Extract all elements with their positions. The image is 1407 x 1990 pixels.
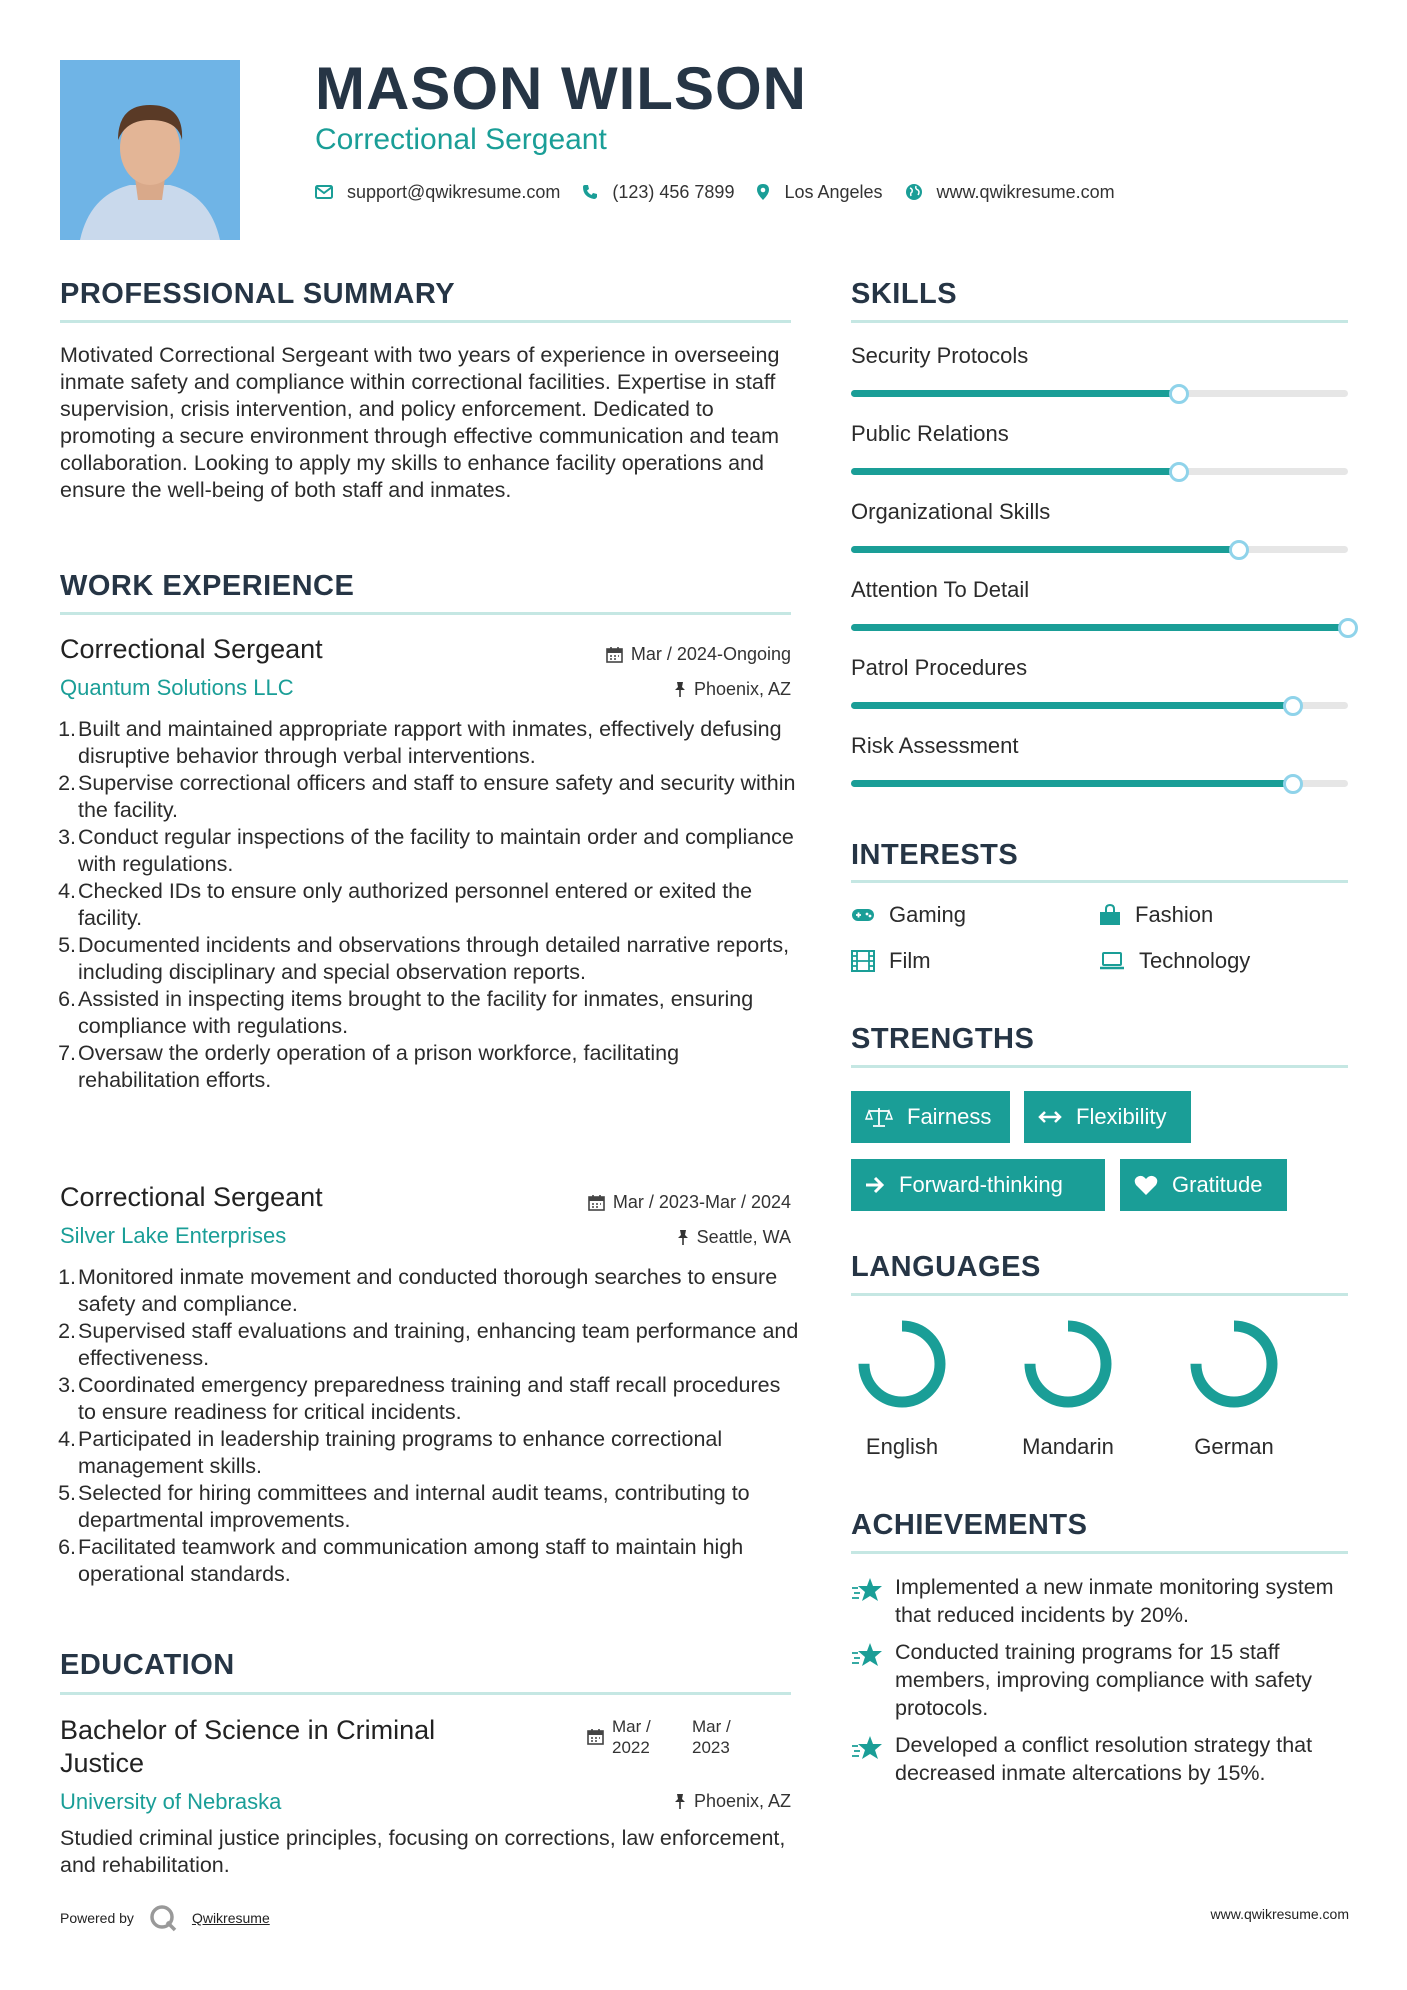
footer-powered-by: Powered by Qwikresume xyxy=(60,1903,270,1933)
contact-email[interactable] xyxy=(315,182,560,203)
strength-chip-flexibility: Flexibility xyxy=(1024,1091,1191,1143)
email-text: support@qwikresume.com xyxy=(347,181,561,202)
skill-bar-knob xyxy=(1338,618,1358,638)
skill-bar-fill xyxy=(851,624,1348,631)
pushpin-icon xyxy=(674,1793,686,1810)
job-company: Quantum Solutions LLC xyxy=(60,675,294,700)
education-rule xyxy=(60,1692,791,1695)
interests-rule xyxy=(851,880,1348,883)
arrows-horizontal-icon xyxy=(1038,1110,1062,1124)
language-name: Mandarin xyxy=(1022,1434,1114,1459)
contact-bar xyxy=(315,178,1137,206)
skill-bar-knob xyxy=(1283,696,1303,716)
skill-bar-fill xyxy=(851,546,1239,553)
heart-icon xyxy=(1134,1174,1158,1196)
interest-fashion: Fashion xyxy=(1099,902,1213,928)
phone-icon xyxy=(582,184,598,200)
contact-website[interactable] xyxy=(905,182,1115,203)
film-icon xyxy=(851,950,875,972)
interest-gaming: Gaming xyxy=(851,902,966,928)
skill-bar-knob xyxy=(1169,384,1189,404)
contact-location xyxy=(756,182,882,203)
education-description: Studied criminal justice principles, focusing on corrections, law enforcement, and rehabilitation. xyxy=(60,1826,786,1877)
skill-name: Risk Assessment xyxy=(851,733,1019,758)
list-item: 3. Coordinated emergency preparedness training and staff recall procedures to ensure readiness for critical incidents. xyxy=(58,1373,781,1424)
gamepad-icon xyxy=(851,907,875,923)
degree-title: Bachelor of Science in Criminal Justice xyxy=(60,1715,436,1778)
summary-title: PROFESSIONAL SUMMARY xyxy=(60,278,456,310)
list-item: 1. Monitored inmate movement and conducted thorough searches to ensure safety and compliance. xyxy=(58,1265,778,1316)
website-text: www.qwikresume.com xyxy=(936,181,1115,202)
experience-rule xyxy=(60,612,791,615)
achievement-item: Conducted training programs for 15 staff members, improving compliance with safety protocols. xyxy=(851,1638,1351,1722)
interest-film: Film xyxy=(851,948,931,974)
job-location: Seattle, WA xyxy=(480,1226,791,1248)
skills-title: SKILLS xyxy=(851,278,958,310)
list-item: 6. Facilitated teamwork and communication among staff to maintain high operational standards. xyxy=(58,1535,744,1586)
job-dates: Mar / 2023-Mar / 2024 xyxy=(480,1191,791,1213)
list-item: 1. Built and maintained appropriate rapport with inmates, effectively defusing disruptive behavior through verbal interventions. xyxy=(58,717,782,768)
languages-rule xyxy=(851,1293,1348,1296)
skill-bar xyxy=(851,624,1348,631)
skill-bar-fill xyxy=(851,468,1179,475)
profile-photo xyxy=(60,60,240,240)
map-pin-icon xyxy=(756,183,770,201)
skill-name: Security Protocols xyxy=(851,343,1029,368)
job-bullets xyxy=(60,716,800,1094)
contact-phone[interactable] xyxy=(582,182,734,203)
list-item: 4. Checked IDs to ensure only authorized personnel entered or exited the facility. xyxy=(58,879,753,930)
email-icon xyxy=(315,185,333,199)
skill-bar xyxy=(851,702,1348,709)
skill-bar-fill xyxy=(851,390,1179,397)
language-name: German xyxy=(1194,1434,1274,1459)
education-title: EDUCATION xyxy=(60,1649,235,1681)
language-ring xyxy=(1018,1314,1118,1414)
skill-bar xyxy=(851,390,1348,397)
list-item: 3. Conduct regular inspections of the facility to maintain order and compliance with regulations. xyxy=(58,825,794,876)
footer-site[interactable]: www.qwikresume.com xyxy=(1210,1906,1349,1922)
skill-bar-knob xyxy=(1169,462,1189,482)
job-title: Correctional Sergeant xyxy=(60,634,323,664)
achievement-item: Implemented a new inmate monitoring system that reduced incidents by 20%. xyxy=(851,1573,1351,1629)
interest-technology: Technology xyxy=(1099,948,1250,974)
qwikresume-logo-icon xyxy=(148,1903,178,1933)
star-icon xyxy=(851,1576,883,1604)
list-item: 5. Selected for hiring committees and internal audit teams, contributing to departmental improvements. xyxy=(58,1481,750,1532)
pushpin-icon xyxy=(677,1229,689,1246)
skill-bar-fill xyxy=(851,780,1293,787)
summary-rule xyxy=(60,320,791,323)
strength-chip-fairness: Fairness xyxy=(851,1091,1010,1143)
skills-rule xyxy=(851,320,1348,323)
skill-name: Patrol Procedures xyxy=(851,655,1028,680)
scale-icon xyxy=(865,1106,893,1128)
language-name: English xyxy=(865,1434,939,1459)
job-dates: Mar / 2024-Ongoing xyxy=(480,643,791,665)
summary-text: Motivated Correctional Sergeant with two years of experience in overseeing inmate safety and compliance within correctional facilities. Expertise in staff supervision, crisis intervention, and policy enforcement. Dedicated to promoting a secure environment through effective communication and team collaboration. Looking to apply my skills to enhance facility operations and ensure the well-being of both staff and inmates. xyxy=(60,343,780,502)
achievements-rule xyxy=(851,1551,1348,1554)
skill-name: Organizational Skills xyxy=(851,499,1051,524)
job-title: Correctional Sergeant xyxy=(60,1182,323,1212)
job-bullets xyxy=(60,1264,800,1588)
achievements-list xyxy=(851,1573,1351,1787)
interests-title: INTERESTS xyxy=(851,839,1019,871)
calendar-icon xyxy=(587,1728,604,1745)
strength-chip-gratitude: Gratitude xyxy=(1120,1159,1287,1211)
calendar-icon xyxy=(588,1194,605,1211)
job-company: Silver Lake Enterprises xyxy=(60,1223,287,1248)
list-item: 4. Participated in leadership training programs to enhance correctional management skills. xyxy=(58,1427,723,1478)
languages-title: LANGUAGES xyxy=(851,1251,1041,1283)
candidate-role: Correctional Sergeant xyxy=(315,123,607,156)
skill-name: Public Relations xyxy=(851,421,1009,446)
skill-bar-knob xyxy=(1229,540,1249,560)
achievement-item: Developed a conflict resolution strategy that decreased inmate altercations by 15%. xyxy=(851,1731,1351,1787)
list-item: 6. Assisted in inspecting items brought to the facility for inmates, ensuring compliance with regulations. xyxy=(58,987,754,1038)
strengths-rule xyxy=(851,1065,1348,1068)
education-location: Phoenix, AZ xyxy=(480,1790,791,1812)
star-icon xyxy=(851,1734,883,1762)
achievements-title: ACHIEVEMENTS xyxy=(851,1509,1088,1541)
education-start: Mar / 2022 xyxy=(612,1717,651,1757)
education-end: Mar / 2023 xyxy=(692,1717,731,1757)
list-item: 2. Supervised staff evaluations and training, enhancing team performance and effectiveness. xyxy=(58,1319,799,1370)
list-item: 2. Supervise correctional officers and staff to ensure safety and security within the facility. xyxy=(58,771,796,822)
job-location: Phoenix, AZ xyxy=(480,678,791,700)
laptop-icon xyxy=(1099,952,1125,970)
candidate-name: MASON WILSON xyxy=(315,55,807,122)
arrow-right-icon xyxy=(865,1176,885,1194)
skill-bar xyxy=(851,780,1348,787)
school-name: University of Nebraska xyxy=(60,1789,282,1814)
star-icon xyxy=(851,1641,883,1669)
footer-brand-link[interactable]: Qwikresume xyxy=(191,1910,270,1926)
skill-bar xyxy=(851,468,1348,475)
globe-icon xyxy=(905,183,923,201)
skill-bar-knob xyxy=(1283,774,1303,794)
experience-title: WORK EXPERIENCE xyxy=(60,570,355,602)
phone-text: (123) 456 7899 xyxy=(612,181,735,202)
shopping-bag-icon xyxy=(1099,904,1121,926)
list-item: 7. Oversaw the orderly operation of a prison workforce, facilitating rehabilitation efforts. xyxy=(58,1041,680,1092)
pushpin-icon xyxy=(674,681,686,698)
language-ring xyxy=(852,1314,952,1414)
skill-bar xyxy=(851,546,1348,553)
skill-bar-fill xyxy=(851,702,1293,709)
education-dates xyxy=(587,1716,748,1758)
location-text: Los Angeles xyxy=(784,181,883,202)
skill-name: Attention To Detail xyxy=(851,577,1030,602)
language-ring xyxy=(1184,1314,1284,1414)
strength-chip-forward-thinking: Forward-thinking xyxy=(851,1159,1105,1211)
calendar-icon xyxy=(606,646,623,663)
list-item: 5. Documented incidents and observations through detailed narrative reports, including disciplinary and special observation reports. xyxy=(58,933,790,984)
strengths-title: STRENGTHS xyxy=(851,1023,1035,1055)
